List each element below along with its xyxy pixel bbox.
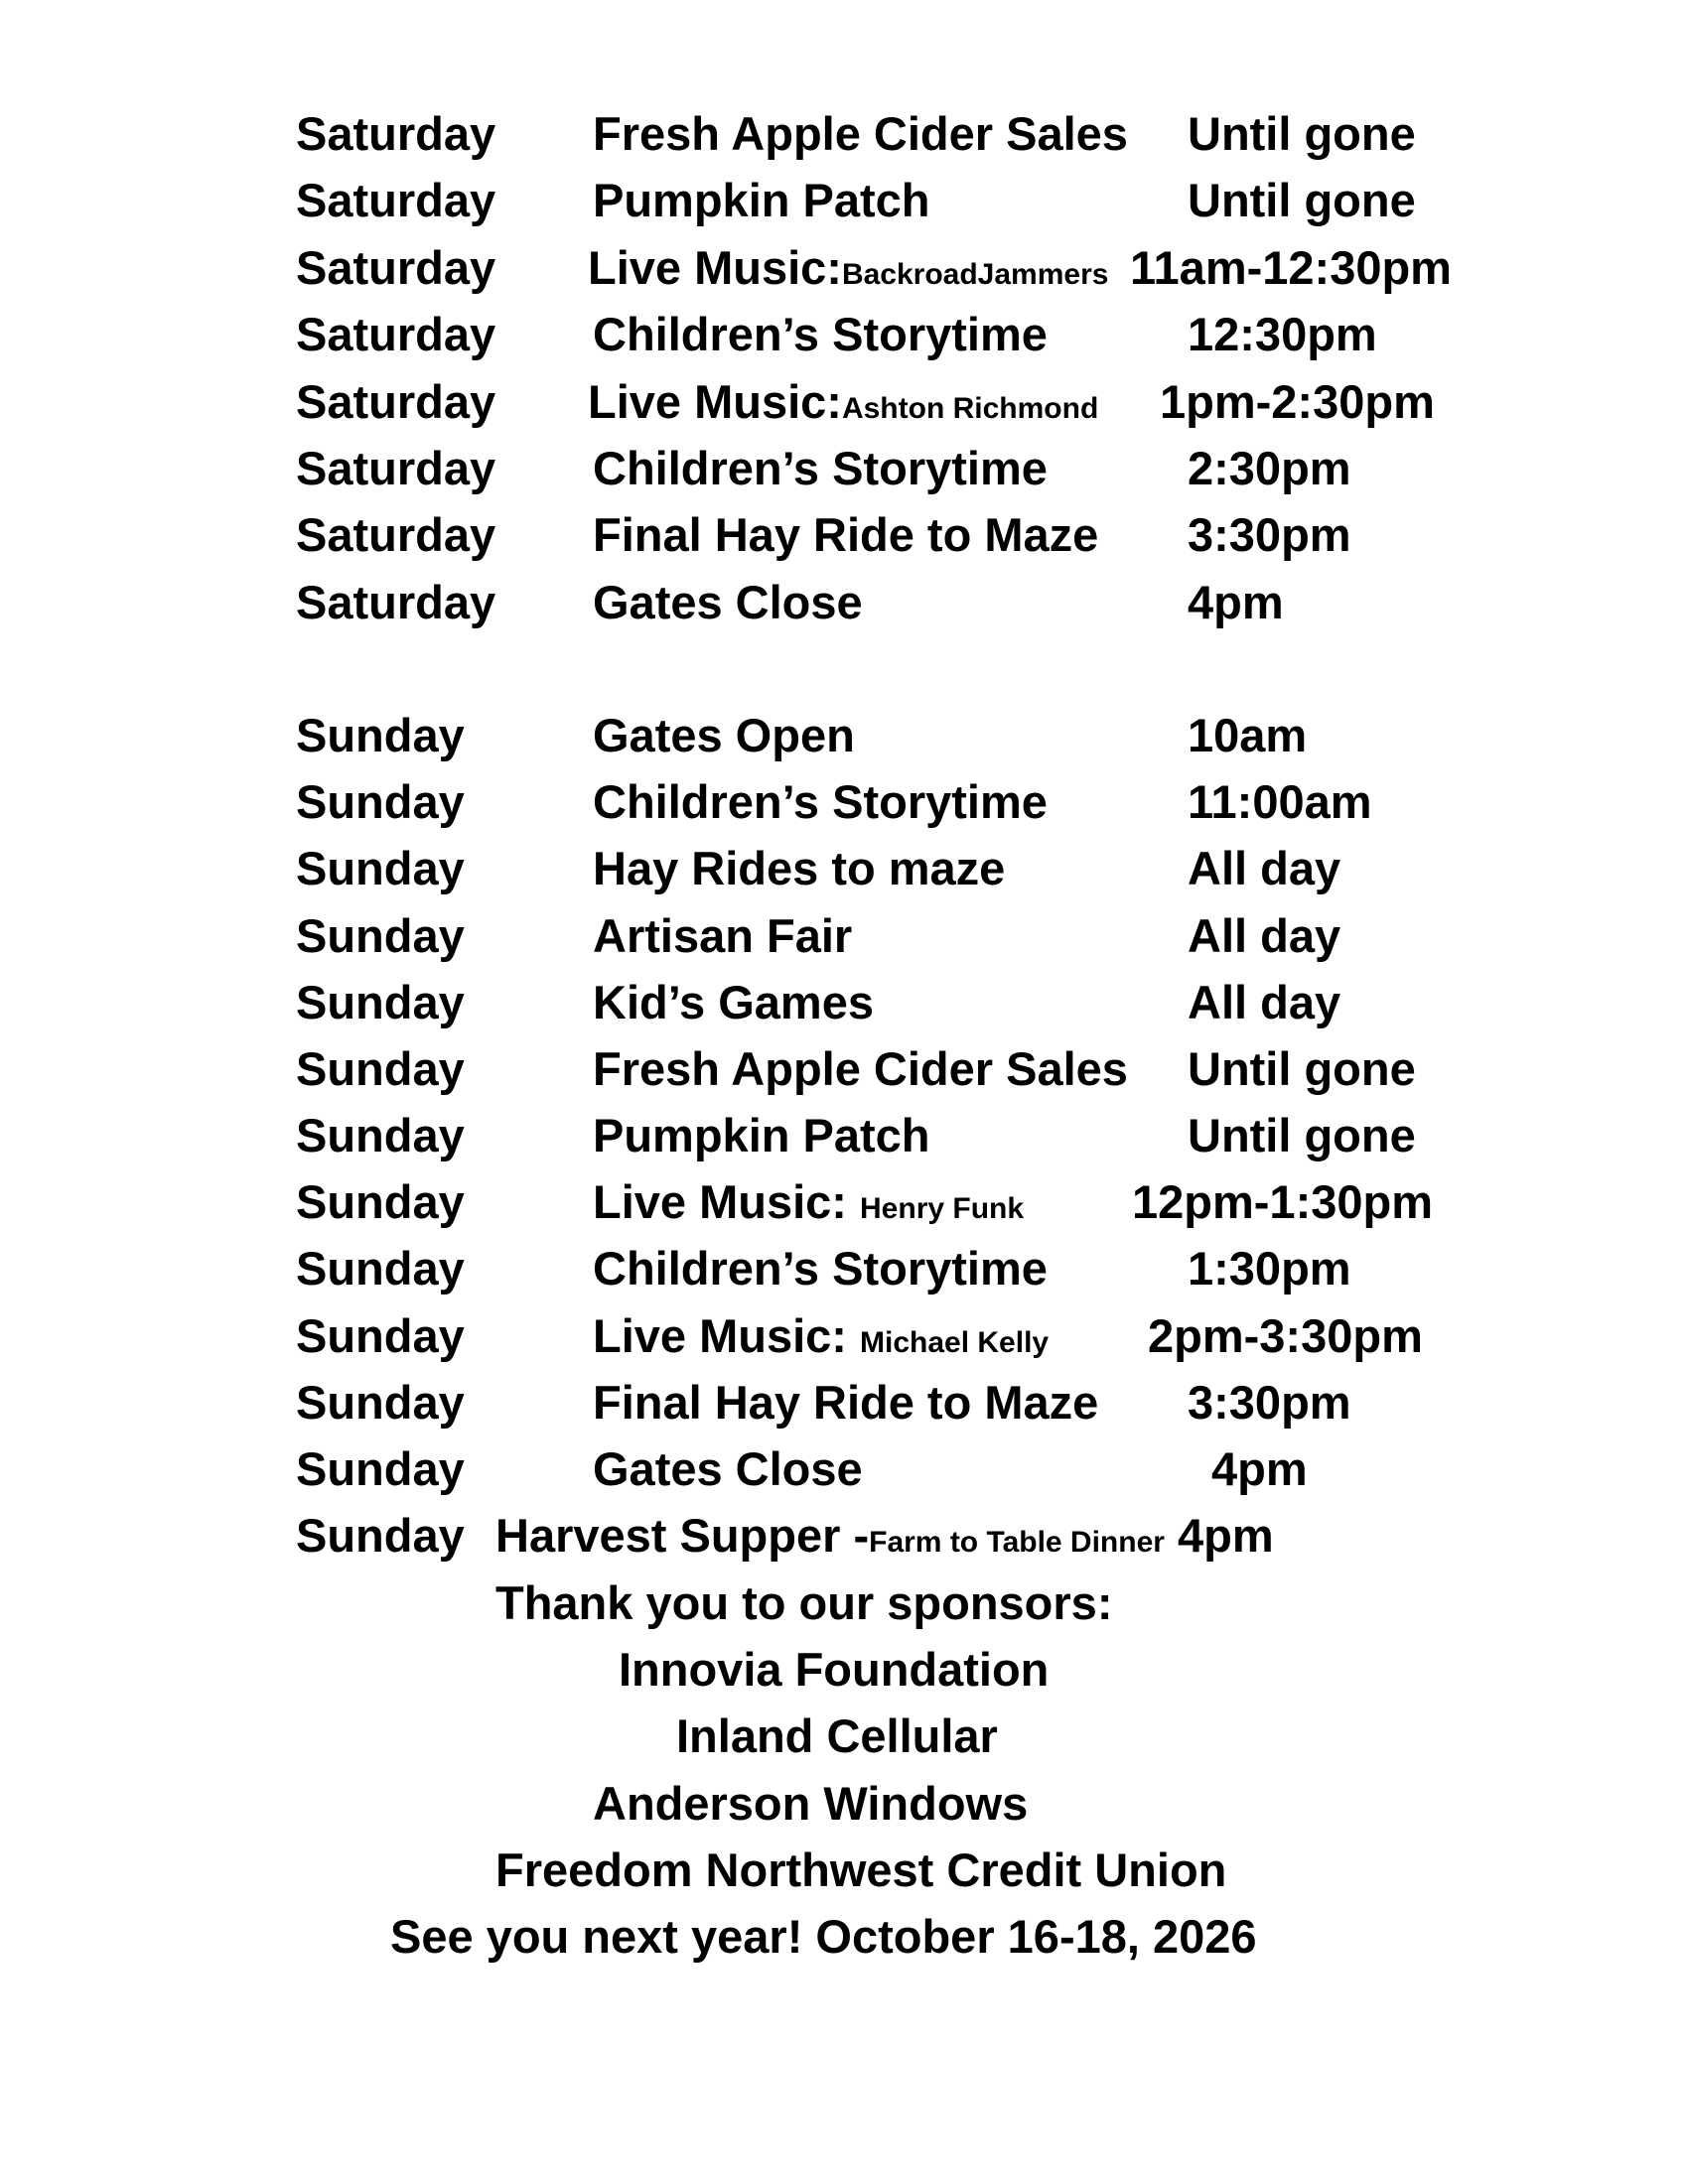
time-label: 4pm xyxy=(1188,576,1284,628)
time-label: 3:30pm xyxy=(1188,508,1351,561)
event-label: Fresh Apple Cider Sales xyxy=(593,107,1128,160)
time-label: 12:30pm xyxy=(1188,308,1377,360)
performer-name: Ashton Richmond xyxy=(841,392,1099,425)
day-label: Saturday xyxy=(296,241,496,294)
day-label: Saturday xyxy=(296,576,496,628)
sponsor-name-text: Anderson Windows xyxy=(593,1777,1029,1830)
day-label: Sunday xyxy=(296,775,465,828)
event-title: Harvest Supper - xyxy=(495,1509,870,1562)
event-label: Final Hay Ride to Maze xyxy=(593,508,1099,561)
day-label: Saturday xyxy=(296,442,496,494)
performer-name: Michael Kelly xyxy=(860,1326,1050,1359)
schedule-row xyxy=(0,1039,1688,1099)
schedule-row xyxy=(0,573,1688,632)
sponsor-name xyxy=(0,1640,1688,1700)
schedule-row xyxy=(0,706,1688,765)
event-title: Live Music: xyxy=(588,375,842,428)
event-label xyxy=(593,1306,1049,1373)
time-label: 1pm-2:30pm xyxy=(1160,375,1435,428)
sponsors-heading xyxy=(0,1573,1688,1633)
sponsor-name-text: Inland Cellular xyxy=(676,1709,998,1762)
event-label: Gates Open xyxy=(593,709,855,761)
schedule-row xyxy=(0,973,1688,1032)
event-label: Children’s Storytime xyxy=(593,308,1048,360)
schedule-row xyxy=(0,772,1688,832)
day-label: Saturday xyxy=(296,308,496,360)
schedule-row xyxy=(0,104,1688,164)
harvest-supper-row xyxy=(0,1506,1688,1566)
time-label: 12pm-1:30pm xyxy=(1132,1175,1433,1228)
day-label: Sunday xyxy=(296,709,465,761)
event-label xyxy=(593,1172,1024,1239)
schedule-row xyxy=(0,1373,1688,1433)
performer-name: BackroadJammers xyxy=(841,258,1109,291)
time-label: 4pm xyxy=(1211,1442,1308,1495)
schedule-row xyxy=(0,839,1688,898)
schedule-row xyxy=(0,505,1688,565)
event-label: Fresh Apple Cider Sales xyxy=(593,1042,1128,1095)
event-label: Kid’s Games xyxy=(593,976,874,1028)
event-label xyxy=(588,372,1098,439)
sponsor-name xyxy=(0,1706,1688,1766)
time-label: 1:30pm xyxy=(1188,1242,1351,1295)
day-label: Sunday xyxy=(296,909,465,962)
event-label: Final Hay Ride to Maze xyxy=(593,1376,1099,1429)
event-label: Pumpkin Patch xyxy=(593,1109,930,1161)
day-label: Sunday xyxy=(296,842,465,894)
time-label: 10am xyxy=(1188,709,1308,761)
sponsor-name-text: Freedom Northwest Credit Union xyxy=(495,1843,1227,1896)
schedule-row xyxy=(0,439,1688,498)
schedule-row xyxy=(0,1106,1688,1165)
day-label: Sunday xyxy=(296,1509,465,1562)
sponsor-name xyxy=(0,1841,1688,1900)
time-label: 11:00am xyxy=(1188,775,1372,828)
sponsor-name xyxy=(0,1774,1688,1834)
schedule-row xyxy=(0,1239,1688,1298)
day-label: Sunday xyxy=(296,976,465,1028)
sponsor-name-text: Innovia Foundation xyxy=(619,1643,1050,1696)
sponsors-heading-text: Thank you to our sponsors: xyxy=(495,1576,1113,1629)
schedule-row xyxy=(0,1439,1688,1499)
schedule-row xyxy=(0,171,1688,230)
day-label: Sunday xyxy=(296,1309,465,1362)
time-label: 2pm-3:30pm xyxy=(1148,1309,1423,1362)
day-label: Sunday xyxy=(296,1242,465,1295)
time-label: 2:30pm xyxy=(1188,442,1351,494)
event-title: Live Music: xyxy=(593,1309,847,1362)
event-title: Live Music: xyxy=(593,1175,847,1228)
event-label: Children’s Storytime xyxy=(593,442,1048,494)
schedule-row xyxy=(0,1172,1688,1232)
event-label: Gates Close xyxy=(593,576,863,628)
time-label: Until gone xyxy=(1188,1109,1416,1161)
event-label: Children’s Storytime xyxy=(593,1242,1048,1295)
time-label: Until gone xyxy=(1188,107,1416,160)
closing-text: See you next year! October 16-18, 2026 xyxy=(390,1910,1257,1963)
time-label: 4pm xyxy=(1178,1509,1274,1562)
event-label: Artisan Fair xyxy=(593,909,853,962)
day-label: Sunday xyxy=(296,1376,465,1429)
event-label: Children’s Storytime xyxy=(593,775,1048,828)
day-label: Sunday xyxy=(296,1442,465,1495)
schedule-row xyxy=(0,238,1688,298)
day-label: Saturday xyxy=(296,375,496,428)
event-label: Gates Close xyxy=(593,1442,863,1495)
event-label xyxy=(495,1506,1274,1572)
day-label: Saturday xyxy=(296,107,496,160)
closing-line xyxy=(0,1907,1688,1967)
day-label: Sunday xyxy=(296,1175,465,1228)
event-label: Hay Rides to maze xyxy=(593,842,1006,894)
day-label: Sunday xyxy=(296,1109,465,1161)
event-title: Live Music: xyxy=(588,241,842,294)
event-detail: Farm to Table Dinner xyxy=(869,1526,1165,1559)
performer-name: Henry Funk xyxy=(860,1192,1025,1225)
day-label: Saturday xyxy=(296,174,496,226)
schedule-row xyxy=(0,372,1688,432)
schedule-row xyxy=(0,1306,1688,1366)
time-label: All day xyxy=(1188,976,1341,1028)
schedule-row xyxy=(0,305,1688,364)
event-label: Pumpkin Patch xyxy=(593,174,930,226)
time-label: All day xyxy=(1188,909,1341,962)
time-label: Until gone xyxy=(1188,174,1416,226)
day-label: Saturday xyxy=(296,508,496,561)
day-label: Sunday xyxy=(296,1042,465,1095)
time-label: All day xyxy=(1188,842,1341,894)
event-label xyxy=(588,238,1108,305)
time-label: Until gone xyxy=(1188,1042,1416,1095)
schedule-row xyxy=(0,906,1688,966)
time-label: 3:30pm xyxy=(1188,1376,1351,1429)
time-label: 11am-12:30pm xyxy=(1130,241,1452,294)
